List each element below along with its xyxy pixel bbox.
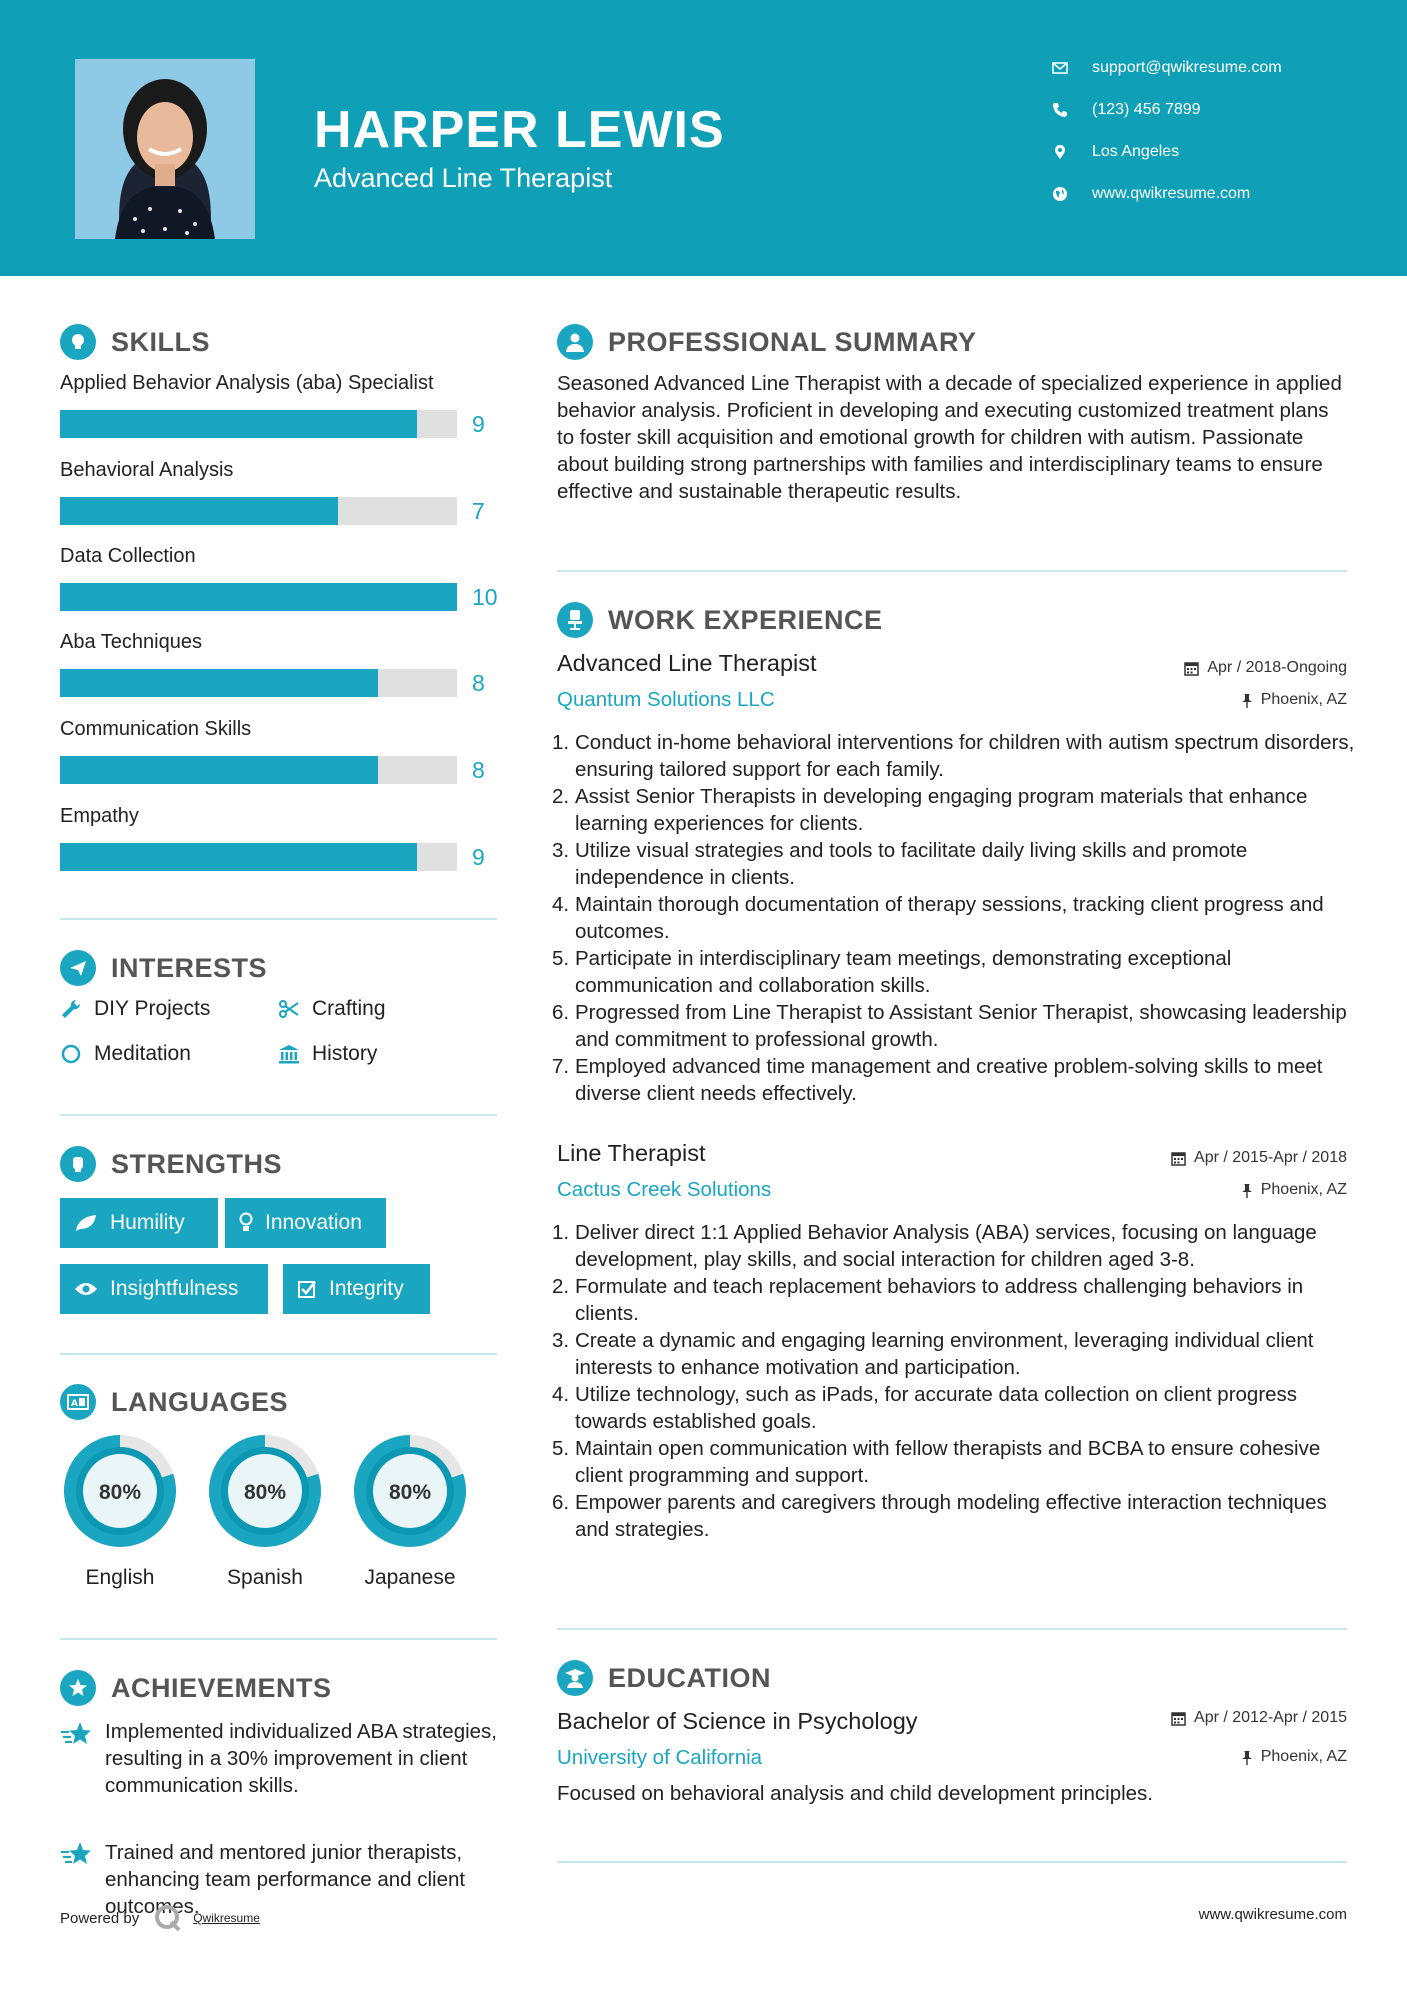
skill-bar [60,497,457,525]
interest-item [60,997,210,1021]
contact-location-text: Los Angeles [1092,143,1180,160]
candidate-name: HARPER LEWIS [314,101,725,159]
skill-bar [60,756,457,784]
mail-icon [1052,60,1068,76]
divider [60,1114,497,1116]
lightbulb-icon [60,324,96,360]
circle-icon [60,1043,82,1065]
interest-label: Meditation [94,1042,191,1065]
svg-text:A: A [71,1399,79,1409]
interest-label: DIY Projects [94,997,211,1020]
header-banner [0,0,1407,276]
divider [60,1638,497,1640]
experience-heading [557,602,883,638]
contact-website[interactable] [1052,185,1250,203]
language-name: Japanese [364,1566,456,1589]
skill-bar [60,583,457,611]
powered-by-text: Powered by [60,1909,140,1927]
skill-value: 9 [472,411,485,437]
interests-heading [60,950,267,986]
list-item: Deliver direct 1:1 Applied Behavior Analysis (ABA) services, focusing on language development, play skills, and social interaction for children aged 3-8. [575,1221,1317,1271]
strength-tag [283,1264,430,1314]
interest-item [278,1042,377,1066]
job-location-text: Phoenix, AZ [1260,1181,1347,1198]
strengths-heading-text: STRENGTHS [111,1148,283,1179]
skill-bar [60,669,457,697]
scissors-icon [278,998,300,1020]
lightbulb-icon [239,1212,253,1234]
calendar-icon [1171,1151,1186,1166]
summary-heading-text: PROFESSIONAL SUMMARY [608,326,977,357]
language-name: English [85,1566,155,1589]
education-location [1241,1748,1347,1766]
skill-bar-fill [60,583,457,611]
job-location [1241,1181,1347,1199]
star-badge-icon [60,1670,96,1706]
education-heading [557,1660,771,1696]
contact-phone-text: (123) 456 7899 [1092,101,1201,118]
portrait-photo [75,59,255,239]
skill-bar [60,843,457,871]
skill-value: 8 [472,757,485,783]
divider [557,1861,1347,1863]
phone-icon [1052,102,1068,118]
language-ring-svg [348,1429,472,1553]
skill-name: Applied Behavior Analysis (aba) Specialist [60,372,434,394]
language-ring [203,1429,327,1558]
language-icon [60,1384,96,1420]
skill-bar-fill [60,410,417,438]
calendar-icon [1184,661,1199,676]
strength-label: Insightfulness [110,1277,239,1300]
paper-plane-icon [60,950,96,986]
job-dates-text: Apr / 2018-Ongoing [1207,659,1347,676]
job-responsibilities [557,1219,1365,1543]
interest-label: History [312,1042,378,1065]
skill-bar-fill [60,669,378,697]
list-item: Maintain thorough documentation of therapy sessions, tracking client progress and outcomes. [575,893,1324,943]
footer-url[interactable]: www.qwikresume.com [1198,1906,1347,1923]
eye-icon [74,1281,98,1297]
skill-bar-fill [60,497,338,525]
skills-heading [60,324,210,360]
language-name: Spanish [227,1566,303,1589]
list-item: Conduct in-home behavioral interventions for children with autism spectrum disorders, ensuring tailored support for each family. [575,731,1355,781]
checkbox-icon [297,1279,317,1299]
qwikresume-logo-icon [153,1904,185,1932]
languages-heading [60,1384,288,1420]
skill-value: 7 [472,498,485,524]
contact-email[interactable] [1052,59,1282,77]
skill-name: Behavioral Analysis [60,459,234,481]
strength-tag [225,1198,386,1248]
education-heading-text: EDUCATION [608,1662,771,1693]
strength-label: Humility [110,1211,185,1234]
contact-email-text: support@qwikresume.com [1092,59,1282,76]
bank-icon [278,1043,300,1065]
company-name: Cactus Creek Solutions [557,1178,772,1201]
avatar [75,59,255,239]
list-item: Formulate and teach replacement behaviors to address challenging behaviors in clients. [575,1275,1304,1325]
pushpin-icon [1241,1750,1253,1765]
globe-icon [1052,186,1068,202]
contact-website-text: www.qwikresume.com [1092,185,1251,202]
interest-item [60,1042,191,1066]
language-ring [348,1429,472,1558]
language-percent: 80% [388,1481,432,1504]
divider [557,1628,1347,1630]
skill-name: Aba Techniques [60,631,202,653]
interests-heading-text: INTERESTS [111,952,268,983]
contact-phone[interactable] [1052,101,1201,119]
list-item: Utilize visual strategies and tools to facilitate daily living skills and promote independence in clients. [575,839,1248,889]
achievements-heading-text: ACHIEVEMENTS [111,1672,332,1703]
job-title: Line Therapist [557,1140,706,1166]
job-dates [1184,659,1347,677]
skills-heading-text: SKILLS [111,326,211,357]
education-location-text: Phoenix, AZ [1260,1748,1347,1765]
job-dates-text: Apr / 2015-Apr / 2018 [1194,1149,1347,1166]
candidate-title: Advanced Line Therapist [314,163,613,193]
interest-label: Crafting [312,997,386,1020]
achievements-heading [60,1670,332,1706]
chair-icon [557,602,593,638]
strength-label: Innovation [265,1211,362,1234]
divider [557,570,1347,572]
brand-link[interactable]: Qwikresume [193,1911,260,1925]
skill-bar [60,410,457,438]
divider [60,918,497,920]
location-pin-icon [1052,144,1068,160]
job-responsibilities [557,729,1365,1107]
job-dates [1171,1149,1347,1167]
strengths-heading [60,1146,282,1182]
education-description: Focused on behavioral analysis and child development principles. [557,1782,1153,1805]
skill-name: Data Collection [60,545,196,567]
shooting-star-icon [60,1840,92,1868]
footer-branding [60,1904,260,1932]
degree-title: Bachelor of Science in Psychology [557,1708,918,1734]
user-icon [557,324,593,360]
strength-tag [60,1198,218,1248]
divider [60,1353,497,1355]
strength-tag [60,1264,268,1314]
language-percent: 80% [243,1481,287,1504]
experience-heading-text: WORK EXPERIENCE [608,604,883,635]
school-name: University of California [557,1746,763,1769]
job-location-text: Phoenix, AZ [1260,691,1347,708]
contact-location [1052,143,1179,161]
pushpin-icon [1241,1183,1253,1198]
education-dates-text: Apr / 2012-Apr / 2015 [1194,1709,1347,1726]
list-item: Employed advanced time management and creative problem-solving skills to meet diverse client needs effectively. [575,1055,1323,1105]
list-item: Participate in interdisciplinary team meetings, demonstrating exceptional communication and collaboration skills. [575,947,1232,997]
job-title: Advanced Line Therapist [557,650,817,676]
achievement-item: Implemented individualized ABA strategies, resulting in a 30% improvement in client communication skills. [105,1720,498,1797]
languages-heading-text: LANGUAGES [111,1386,289,1417]
language-ring [58,1429,182,1558]
skill-name: Communication Skills [60,718,252,740]
skill-value: 9 [472,844,485,870]
shooting-star-icon [60,1720,92,1748]
wrench-icon [60,998,82,1020]
summary-text: Seasoned Advanced Line Therapist with a decade of specialized experience in applied behavior analysis. Proficient in developing and executing customized treatment plans to foster skill acquisition and emotional growth for children with autism. Passionate about building strong partnerships with families and interdisciplinary teams to ensure effective and sustainable therapeutic results. [557,372,1342,503]
leaf-icon [74,1213,98,1233]
list-item: Assist Senior Therapists in developing engaging program materials that enhance learning experiences for clients. [575,785,1308,835]
achievement-item: Trained and mentored junior therapists, enhancing team performance and client outcomes. [105,1841,466,1918]
graduate-icon [557,1660,593,1696]
list-item: Empower parents and caregivers through modeling effective interaction techniques and strategies. [575,1491,1327,1541]
list-item: Maintain open communication with fellow therapists and BCBA to ensure cohesive client programming and support. [575,1437,1321,1487]
skill-value: 8 [472,670,485,696]
calendar-icon [1171,1711,1186,1726]
language-percent: 80% [98,1481,142,1504]
list-item: Create a dynamic and engaging learning environment, leveraging individual client interests to enhance motivation and participation. [575,1329,1314,1379]
summary-heading [557,324,977,360]
skill-bar-fill [60,756,378,784]
list-item: Utilize technology, such as iPads, for accurate data collection on client progress towards established goals. [575,1383,1298,1433]
skill-name: Empathy [60,805,139,827]
language-ring-svg [58,1429,182,1553]
company-name: Quantum Solutions LLC [557,688,775,711]
job-location [1241,691,1347,709]
strength-label: Integrity [329,1277,404,1300]
education-dates [1171,1709,1347,1727]
skill-bar-fill [60,843,417,871]
fist-icon [60,1146,96,1182]
interest-item [278,997,386,1021]
language-ring-svg [203,1429,327,1553]
list-item: Progressed from Line Therapist to Assistant Senior Therapist, showcasing leadership and commitment to professional growth. [575,1001,1347,1051]
pushpin-icon [1241,693,1253,708]
skill-value: 10 [472,584,498,610]
